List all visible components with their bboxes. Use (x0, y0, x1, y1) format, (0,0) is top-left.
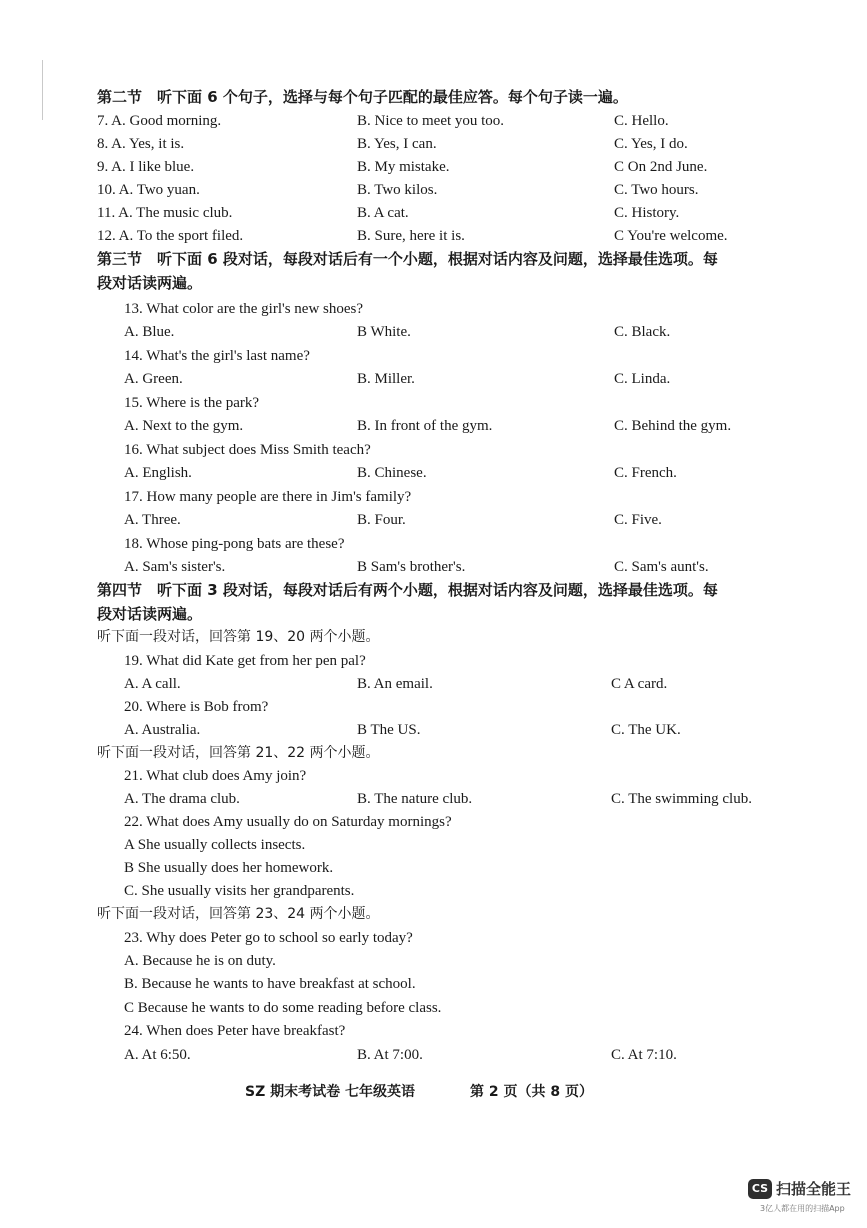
question-8: 8. A. Yes, it is. B. Yes, I can. C. Yes, I do. (97, 136, 688, 152)
question-22: 22. What does Amy usually do on Saturday mornings? (124, 814, 452, 830)
question-16-options: A. English. B. Chinese. C. French. (124, 465, 677, 481)
camscanner-tagline: 3亿人都在用的扫描App (760, 1204, 845, 1213)
question-23-option-c: C Because he wants to do some reading before class. (124, 1000, 442, 1016)
question-18-options: A. Sam's sister's. B Sam's brother's. C. Sam's aunt's. (124, 559, 709, 575)
question-17-options: A. Three. B. Four. C. Five. (124, 512, 662, 528)
section3-title: 第三节 听下面 6 段对话，每段对话后有一个小题，根据对话内容及问题，选择最佳选项。每 (97, 250, 718, 268)
question-16: 16. What subject does Miss Smith teach? (124, 442, 371, 458)
question-15-options: A. Next to the gym. B. In front of the gym. C. Behind the gym. (124, 418, 732, 434)
question-24-options: A. At 6:50. B. At 7:00. C. At 7:10. (124, 1047, 677, 1063)
question-18: 18. Whose ping-pong bats are these? (124, 536, 345, 552)
dialogue-1-intro: 听下面一段对话，回答第 19、20 两个小题。 (97, 629, 380, 645)
question-14-options: A. Green. B. Miller. C. Linda. (124, 371, 671, 387)
section3-title-cont: 段对话读两遍。 (97, 274, 203, 292)
section4-title: 第四节 听下面 3 段对话，每段对话后有两个小题，根据对话内容及问题，选择最佳选项。每 (97, 581, 718, 599)
question-21: 21. What club does Amy join? (124, 768, 307, 784)
question-20: 20. Where is Bob from? (124, 699, 269, 715)
question-10: 10. A. Two yuan. B. Two kilos. C. Two hours. (97, 182, 699, 198)
question-13-options: A. Blue. B White. C. Black. (124, 324, 671, 340)
page-footer (0, 1081, 867, 1103)
question-14: 14. What's the girl's last name? (124, 348, 310, 364)
dialogue-2-intro: 听下面一段对话，回答第 21、22 两个小题。 (97, 745, 380, 761)
question-19: 19. What did Kate get from her pen pal? (124, 653, 366, 669)
camscanner-name: 扫描全能王 (776, 1180, 852, 1198)
question-22-option-a: A She usually collects insects. (124, 837, 306, 853)
question-11: 11. A. The music club. B. A cat. C. History. (97, 205, 680, 221)
section2-title: 第二节 听下面 6 个句子，选择与每个句子匹配的最佳应答。每个句子读一遍。 (97, 88, 628, 106)
question-9: 9. A. I like blue. B. My mistake. C On 2nd June. (97, 159, 708, 175)
question-24: 24. When does Peter have breakfast? (124, 1023, 346, 1039)
dialogue-3-intro: 听下面一段对话，回答第 23、24 两个小题。 (97, 906, 380, 922)
question-17: 17. How many people are there in Jim's family? (124, 489, 412, 505)
question-23: 23. Why does Peter go to school so early today? (124, 930, 413, 946)
question-21-options: A. The drama club. B. The nature club. C. The swimming club. (124, 791, 752, 807)
camscanner-logo-icon: CS (748, 1179, 772, 1199)
exam-name: SZ 期末考试卷 七年级英语 (245, 1084, 415, 1100)
question-22-option-b: B She usually does her homework. (124, 860, 334, 876)
question-13: 13. What color are the girl's new shoes? (124, 301, 364, 317)
question-22-option-c: C. She usually visits her grandparents. (124, 883, 355, 899)
question-12: 12. A. To the sport filed. B. Sure, here it is. C You're welcome. (97, 228, 728, 244)
page-number: 第 2 页（共 8 页） (470, 1084, 593, 1100)
question-23-option-a: A. Because he is on duty. (124, 953, 276, 969)
question-20-options: A. Australia. B The US. C. The UK. (124, 722, 681, 738)
section4-title-cont: 段对话读两遍。 (97, 605, 203, 623)
question-7: 7. A. Good morning. B. Nice to meet you too. C. Hello. (97, 113, 669, 129)
question-15: 15. Where is the park? (124, 395, 260, 411)
question-19-options: A. A call. B. An email. C A card. (124, 676, 668, 692)
question-23-option-b: B. Because he wants to have breakfast at school. (124, 976, 416, 992)
